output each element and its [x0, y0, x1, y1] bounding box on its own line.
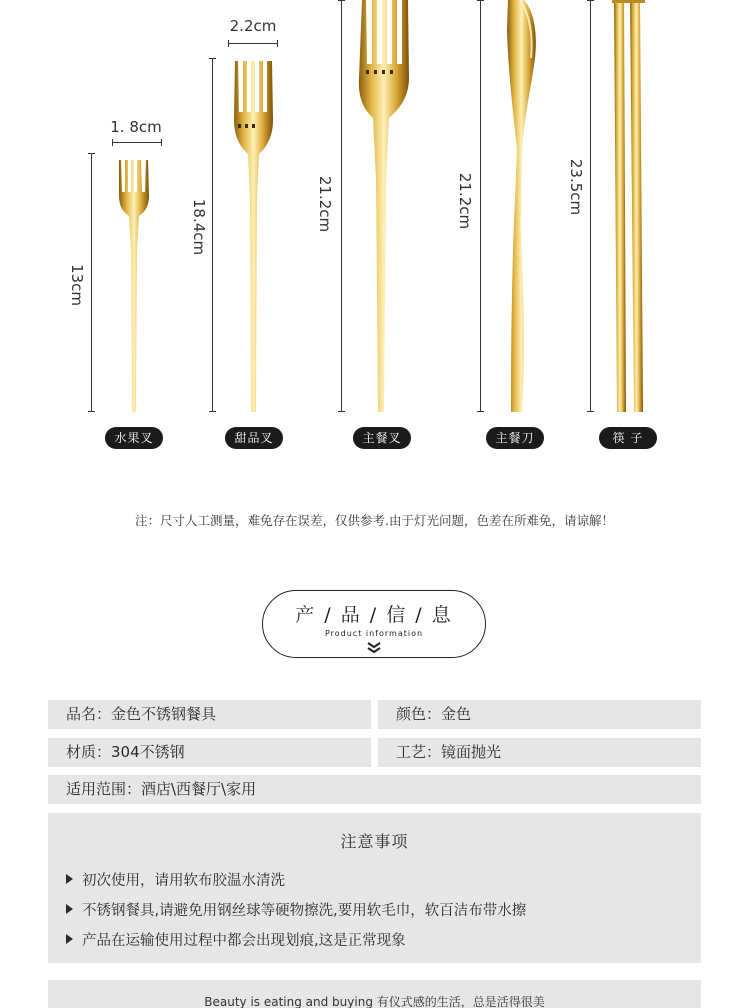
product-craft-row: 工艺：镜面抛光	[378, 738, 701, 767]
dessert-fork-name-badge: 甜品叉	[225, 427, 283, 449]
chopsticks-length-line	[590, 0, 591, 412]
footer-slogan: Beauty is eating and buying 有仪式感的生活，总是活得很美	[204, 995, 545, 1008]
care-notice-item: 初次使用，请用软布胶温水清洗	[66, 869, 285, 890]
fruit-fork-icon	[119, 160, 149, 412]
dessert-fork-length-line	[212, 58, 213, 412]
fruit-fork-width-line	[112, 142, 162, 143]
dessert-fork-width-label: 2.2cm	[229, 17, 277, 35]
product-info-heading	[262, 590, 486, 658]
dinner-fork-icon	[359, 0, 409, 412]
fruit-fork-length-label: 13cm	[68, 264, 86, 306]
chopsticks-length-label: 23.5cm	[567, 158, 585, 216]
product-scope-row: 适用范围：酒店\西餐厅\家用	[48, 775, 701, 804]
footer-banner	[48, 980, 701, 1008]
double-chevron-down-icon	[364, 641, 384, 655]
care-notice-item: 产品在运输使用过程中都会出现划痕,这是正常现象	[66, 929, 406, 950]
product-material-row: 材质：304不锈钢	[48, 738, 371, 767]
dessert-fork-width-line	[228, 43, 278, 44]
fruit-fork-length-line	[91, 153, 92, 412]
triangle-bullet-icon	[66, 904, 73, 914]
triangle-bullet-icon	[66, 934, 73, 944]
dinner-knife-length-label: 21.2cm	[456, 172, 474, 230]
dessert-fork-icon	[234, 61, 273, 412]
care-notice-title: 注意事项	[340, 832, 409, 851]
fruit-fork-width-label: 1. 8cm	[110, 118, 162, 136]
dinner-knife-name-badge: 主餐刀	[486, 427, 544, 449]
care-notice-panel	[48, 813, 701, 963]
dessert-fork-length-label: 18.4cm	[190, 198, 208, 256]
chopsticks-name-badge: 筷 子	[599, 427, 657, 449]
cutlery-illustration	[0, 0, 749, 460]
dinner-knife-icon	[507, 0, 536, 412]
measurement-note: 注：尺寸人工测量，难免存在误差，仅供参考.由于灯光问题，色差在所难免，请谅解！	[135, 513, 614, 528]
product-info-subtitle: Product information	[324, 629, 424, 638]
product-info-title: 产 / 品 / 信 / 息	[295, 604, 453, 626]
product-name-row: 品名：金色不锈钢餐具	[48, 700, 371, 729]
chopsticks-icon	[612, 0, 645, 412]
dinner-fork-length-line	[341, 0, 342, 412]
dinner-knife-length-line	[480, 0, 481, 412]
dinner-fork-length-label: 21.2cm	[316, 175, 334, 233]
cutlery-dimensions-figure	[0, 0, 749, 460]
triangle-bullet-icon	[66, 874, 73, 884]
fruit-fork-name-badge: 水果叉	[105, 427, 163, 449]
dinner-fork-name-badge: 主餐叉	[353, 427, 411, 449]
care-notice-item: 不锈钢餐具,请避免用钢丝球等硬物擦洗,要用软毛巾，软百洁布带水擦	[66, 899, 526, 920]
product-color-row: 颜色：金色	[378, 700, 701, 729]
